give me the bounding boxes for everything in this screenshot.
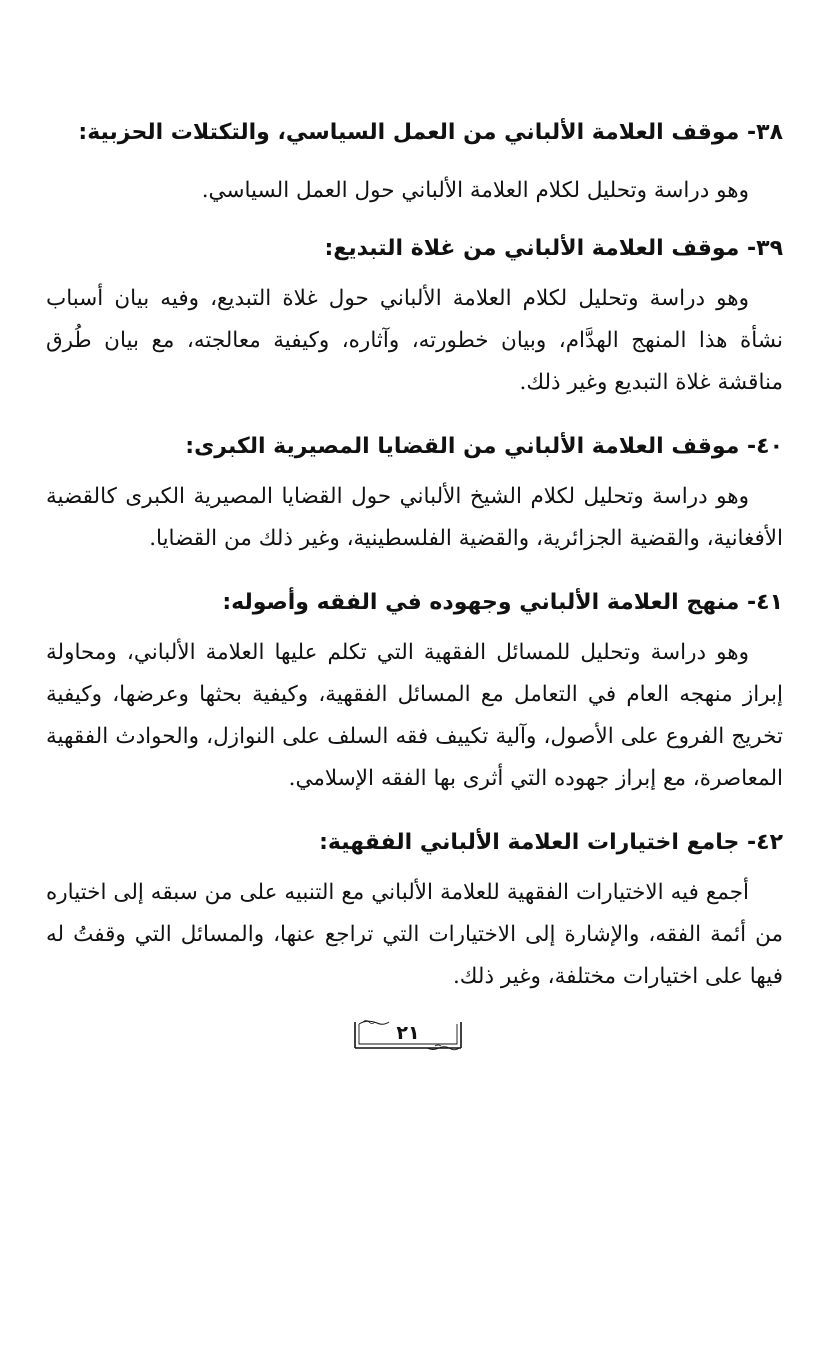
section-body: وهو دراسة وتحليل لكلام العلامة الألباني حول غلاة التبديع، وفيه بيان أسباب نشأة هذا المنهج الهدَّام، وبيان خطورته، وآثاره، وكيفية معالجته، مع بيان طُرق مناقشة غلاة التبديع وغير ذلك.	[46, 286, 783, 395]
section-38	[46, 104, 783, 220]
section-39	[46, 220, 783, 418]
section-heading: ٤١- منهج العلامة الألباني وجهوده في الفقه وأصوله:	[222, 590, 783, 615]
section-41	[46, 574, 783, 814]
section-body: وهو دراسة وتحليل لكلام الشيخ الألباني حول القضايا المصيرية الكبرى كالقضية الأفغانية، والقضية الجزائرية، والقضية الفلسطينية، وغير ذلك من القضايا.	[46, 484, 783, 551]
document-page	[46, 104, 783, 1012]
section-heading: ٤٠- موقف العلامة الألباني من القضايا المصيرية الكبرى:	[185, 434, 783, 459]
section-heading: ٣٩- موقف العلامة الألباني من غلاة التبديع:	[324, 236, 783, 261]
section-42	[46, 814, 783, 1012]
section-body: وهو دراسة وتحليل لكلام العلامة الألباني حول العمل السياسي.	[201, 178, 749, 203]
section-40	[46, 418, 783, 574]
section-body: وهو دراسة وتحليل للمسائل الفقهية التي تكلم عليها العلامة الألباني، ومحاولة إبراز منهجه العام في التعامل مع المسائل الفقهية، وكيفية بحثها وعرضها، وكيفية تخريج الفروع على الأصول، وآلية تكييف فقه السلف على النوازل، والحوادث الفقهية المعاصرة، مع إبراز جهوده التي أثرى بها الفقه الإسلامي.	[46, 640, 783, 791]
page-number: ٢١	[396, 1022, 420, 1044]
section-heading: ٣٨- موقف العلامة الألباني من العمل السياسي، والتكتلات الحزبية:	[78, 120, 783, 145]
page-footer	[353, 1018, 463, 1052]
section-body: أجمع فيه الاختيارات الفقهية للعلامة الألباني مع التنبيه على من سبقه إلى اختياره من أئمة الفقه، والإشارة إلى الاختيارات التي تراجع عنها، والمسائل التي وقفتُ له فيها على اختيارات مختلفة، وغير ذلك.	[46, 880, 783, 989]
section-heading: ٤٢- جامع اختيارات العلامة الألباني الفقهية:	[319, 830, 783, 855]
